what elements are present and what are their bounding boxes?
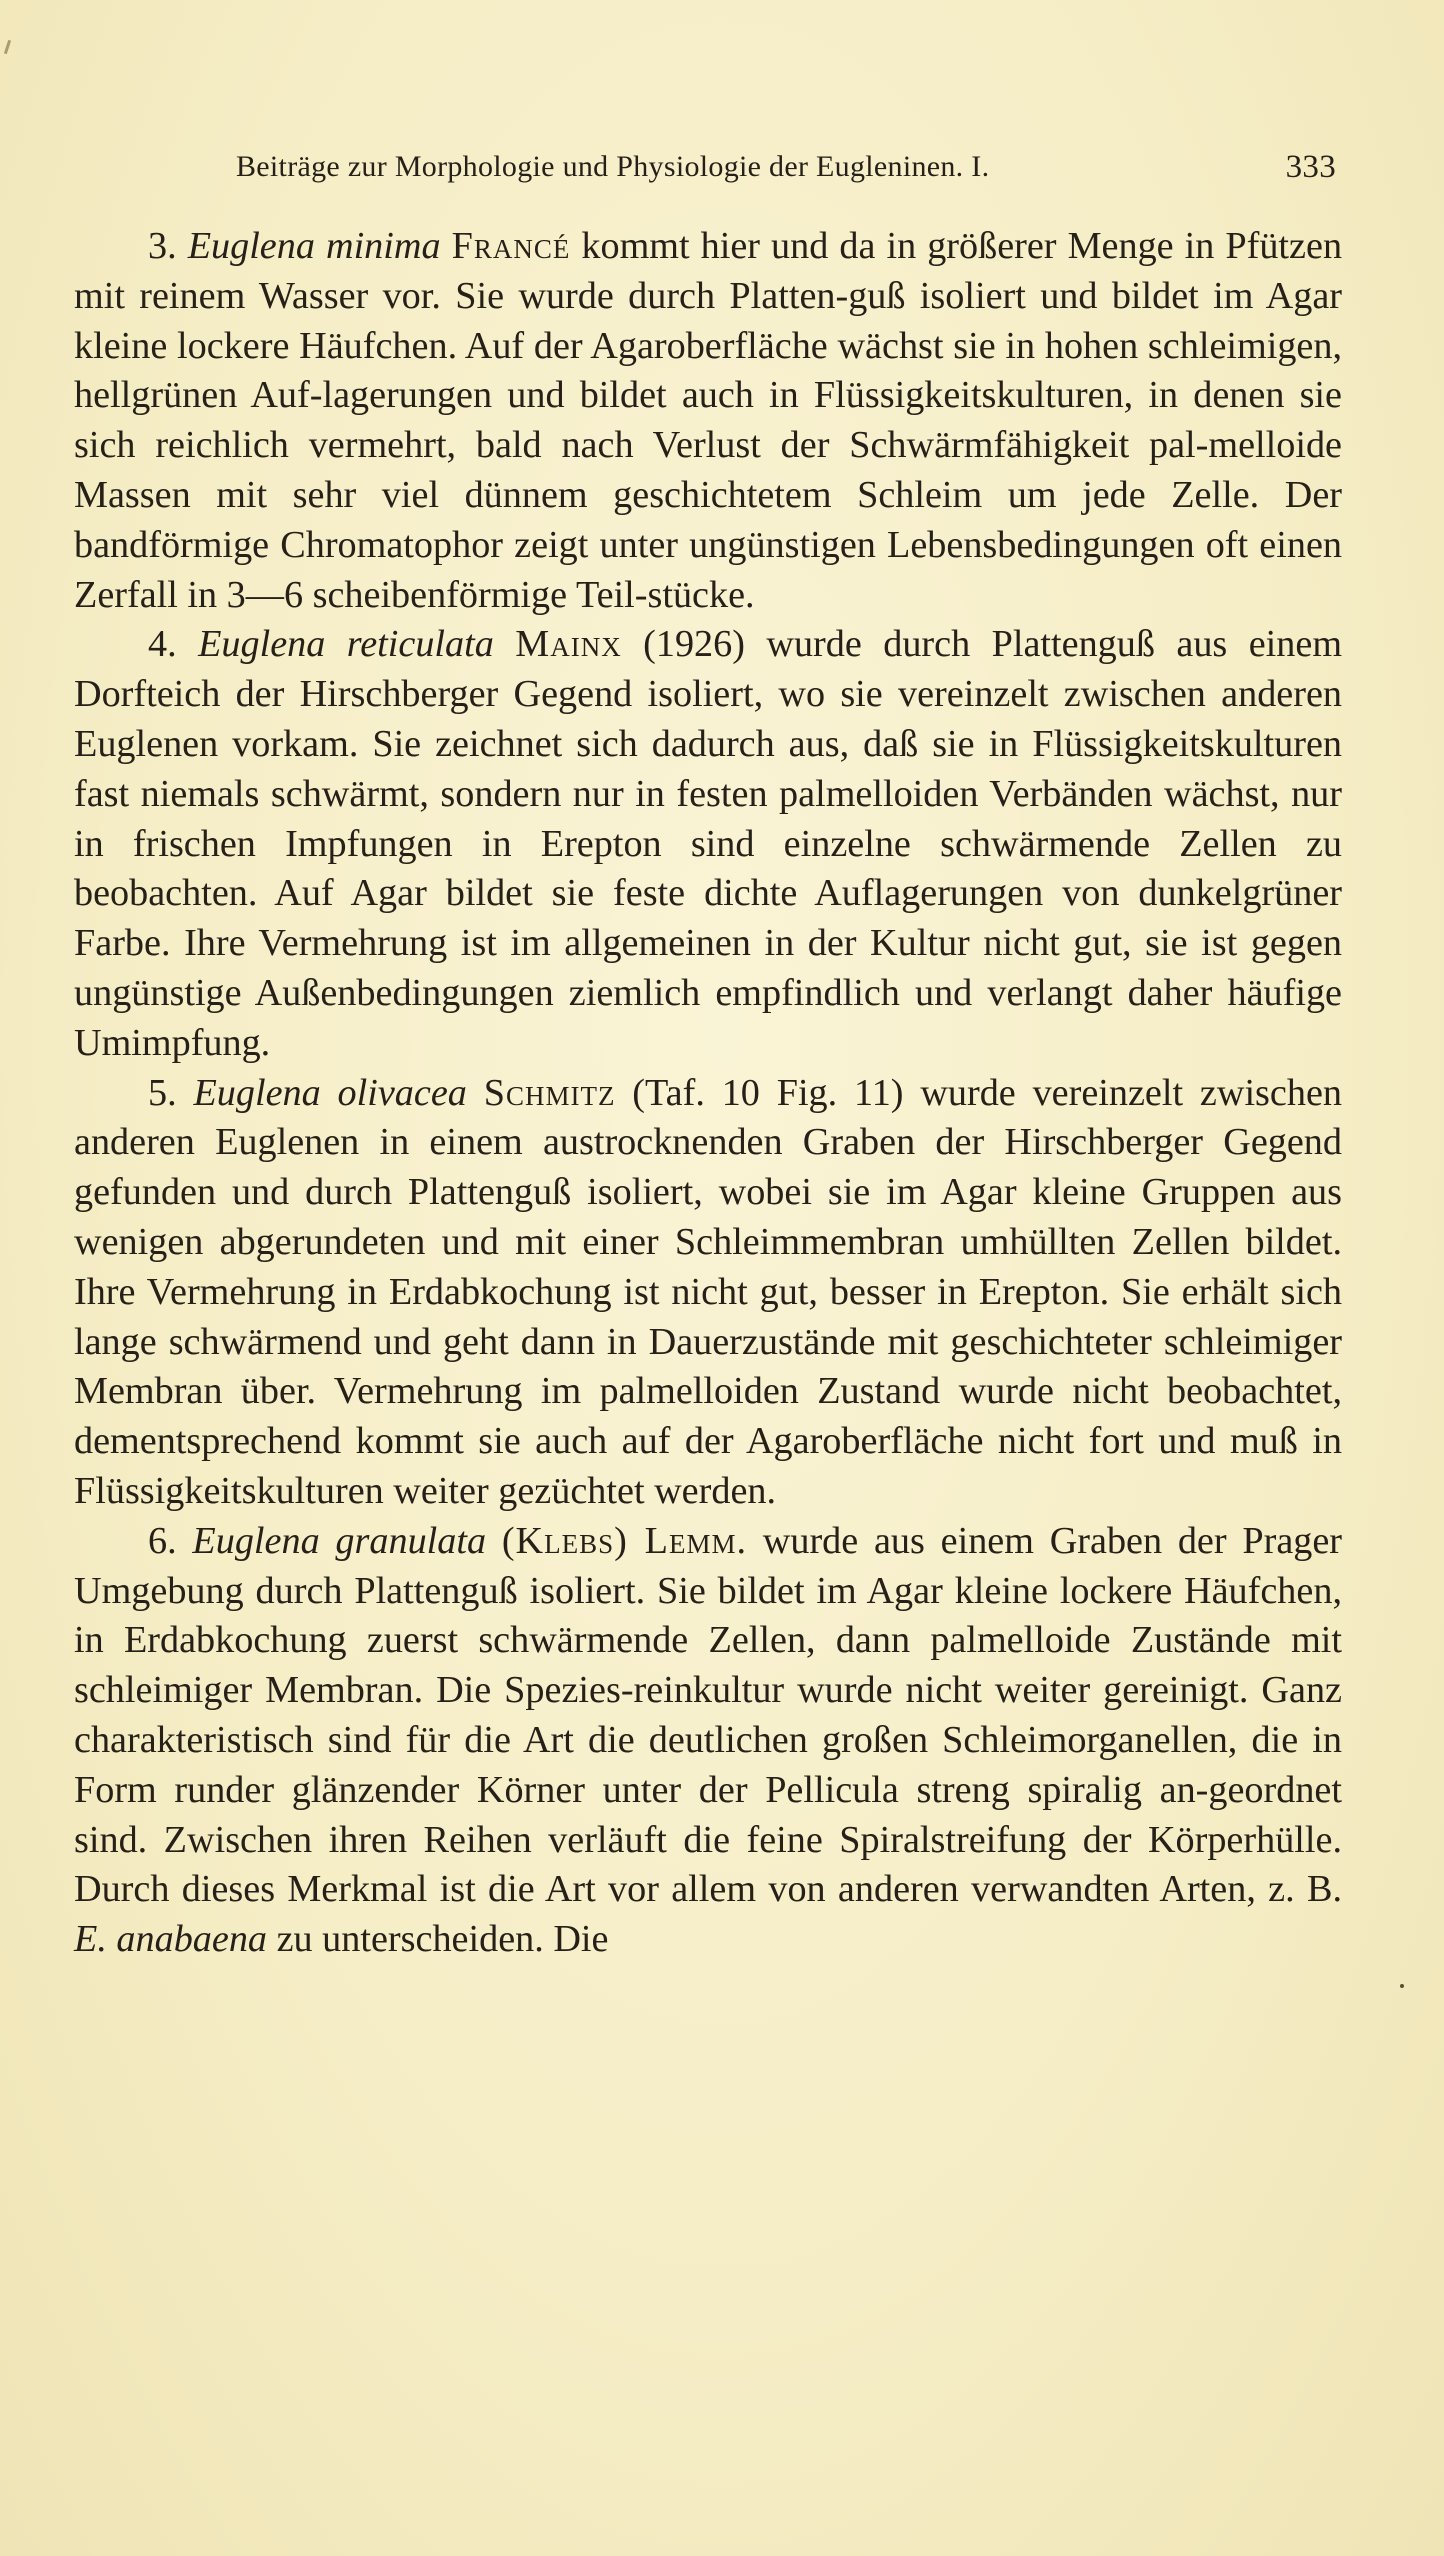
paragraph-number: 4. [148,623,177,666]
paragraph-number: 6. [148,1519,177,1562]
running-title: Beiträge zur Morphologie und Physiologie der Eugleninen. I. [236,150,990,183]
paragraph-number: 5. [148,1071,177,1114]
paragraph-number: 3. [148,225,177,267]
page-header [236,142,1336,192]
species-name: Euglena minima [187,225,441,267]
paragraph-text-end: zu unterscheiden. Die [276,1918,609,1961]
species-author: (Klebs) Lemm. [501,1519,748,1562]
species-author: Mainx [515,623,622,666]
page-number: 333 [1285,149,1336,185]
paragraph-text: wurde aus einem Graben der Prager Umgebung durch Plattenguß isoliert. Sie bildet im Agar kleine lockere Häufchen, in Erdabkochung zuerst schwärmende Zellen, dann palmelloide Zustände mit schleimiger Membran. Die Spezies-reinkultur wurde nicht weiter gereinigt. Ganz charakteristisch sind für die Art die deutlichen großen Schleimorganellen, die in Form runder glänzender Körner unter der Pellicula streng spiralig an-geordnet sind. Zwischen ihren Reihen verläuft die feine Spiralstreifung der Körperhülle. Durch dieses Merkmal ist die Art vor allem von anderen verwandten Arten, z. B. [74,1519,1343,1911]
paragraph-euglena-olivacea [74,1069,1342,1517]
paragraph-euglena-minima [74,222,1342,620]
species-reference: E. anabaena [74,1918,268,1961]
species-name: Euglena reticulata [198,623,494,666]
paragraph-text: kommt hier und da in größerer Menge in Pfützen mit reinem Wasser vor. Sie wurde durch Platten-guß isoliert und bildet im Agar kleine lockere Häufchen. Auf der Agaroberfläche wächst sie in hohen schleimigen, hellgrünen Auf-lagerungen und bildet auch in Flüssigkeitskulturen, in denen sie sich reichlich vermehrt, bald nach Verlust der Schwärmfähigkeit pal-melloide Massen mit sehr viel dünnem geschichtetem Schleim um jede Zelle. Der bandförmige Chromatophor zeigt unter ungünstigen Lebensbedingungen oft einen Zerfall in 3—6 scheibenförmige Teil-stücke. [74,225,1343,616]
species-author: Schmitz [483,1071,616,1114]
species-author: Francé [451,225,571,267]
paragraph-text: (Taf. 10 Fig. 11) wurde vereinzelt zwischen anderen Euglenen in einem austrocknenden Graben der Hirschberger Gegend gefunden und durch Plattenguß isoliert, wobei sie im Agar kleine Gruppen aus wenigen abgerundeten und mit einer Schleimmembran umhüllten Zellen bildet. Ihre Vermehrung in Erdabkochung ist nicht gut, besser in Erepton. Sie erhält sich lange schwärmend und geht dann in Dauerzustände mit geschichteter schleimiger Membran über. Vermehrung im palmelloiden Zustand wurde nicht beobachtet, dementsprechend kommt sie auch auf der Agaroberfläche nicht fort und muß in Flüssigkeitskulturen weiter gezüchtet werden. [74,1071,1343,1512]
paragraph-text: (1926) wurde durch Plattenguß aus einem Dorfteich der Hirschberger Gegend isoliert, wo sie vereinzelt zwischen anderen Euglenen vorkam. Sie zeichnet sich dadurch aus, daß sie in Flüssigkeitskulturen fast niemals schwärmt, sondern nur in festen palmelloiden Verbänden wächst, nur in frischen Impfungen in Erepton sind einzelne schwärmende Zellen zu beobachten. Auf Agar bildet sie feste dichte Auflagerungen von dunkelgrüner Farbe. Ihre Vermehrung ist im allgemeinen in der Kultur nicht gut, sie ist gegen ungünstige Außenbedingungen ziemlich empfindlich und verlangt daher häufige Umimpfung. [74,623,1343,1064]
paragraph-euglena-reticulata [74,620,1342,1068]
paragraph-euglena-granulata [74,1517,1342,1965]
species-name: Euglena granulata [192,1519,487,1562]
body-text [74,222,1342,1965]
stray-ink-mark [4,40,11,54]
stray-dot-mark [1400,1984,1404,1988]
species-name: Euglena olivacea [193,1071,467,1114]
